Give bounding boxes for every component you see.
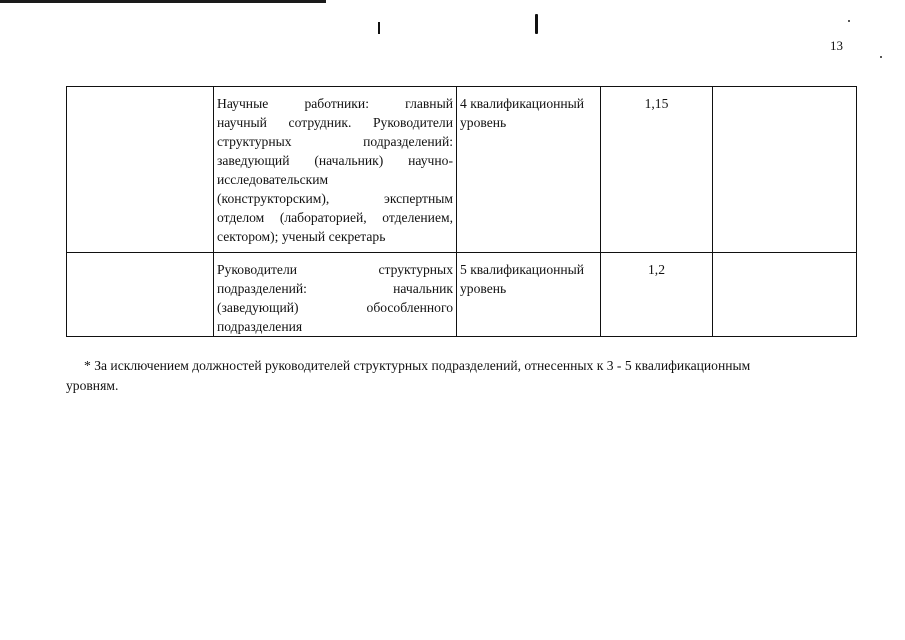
position-text-line: (заведующий) обособленного [217,300,453,315]
position-text-line: исследовательским [217,172,329,187]
position-text-line: структурных подразделений: [217,134,453,149]
table-cell-empty [713,87,857,253]
scan-artifact-mark [535,14,538,34]
coefficient-cell: 1,2 [601,253,713,337]
table-row [67,253,857,337]
position-text-line: подразделений: начальник [217,281,453,296]
position-text-line: заведующий (начальник) научно- [217,153,453,168]
salary-coefficient-table [66,86,857,337]
position-text-line: Руководители структурных [217,262,453,277]
coefficient-cell: 1,15 [601,87,713,253]
position-cell [214,253,457,337]
position-text-line: подразделения [217,319,303,334]
table-cell-empty [67,253,214,337]
scan-speck [848,20,850,22]
scan-artifact-mark [378,22,380,34]
table-cell-empty [713,253,857,337]
qualification-level-cell: 5 квалификационный уровень [457,253,601,337]
page-number: 13 [830,38,843,53]
qualification-level-cell: 4 квалификационный уровень [457,87,601,253]
footnote-continuation: уровням. [66,378,119,393]
scan-speck [880,56,882,58]
position-cell [214,87,457,253]
scan-edge-line [0,0,326,3]
position-text-line: (конструкторским), экспертным [217,191,453,206]
table-cell-empty [67,87,214,253]
position-text-line: сектором); ученый секретарь [217,229,386,244]
position-text-line: научный сотрудник. Руководители [217,115,453,130]
position-text-line: Научные работники: главный [217,96,453,111]
position-text-line: отделом (лабораторией, отделением, [217,210,453,225]
table-row [67,87,857,253]
footnote: * За исключением должностей руководителей структурных подразделений, отнесенных к 3 - 5 квалификационным [84,358,751,373]
